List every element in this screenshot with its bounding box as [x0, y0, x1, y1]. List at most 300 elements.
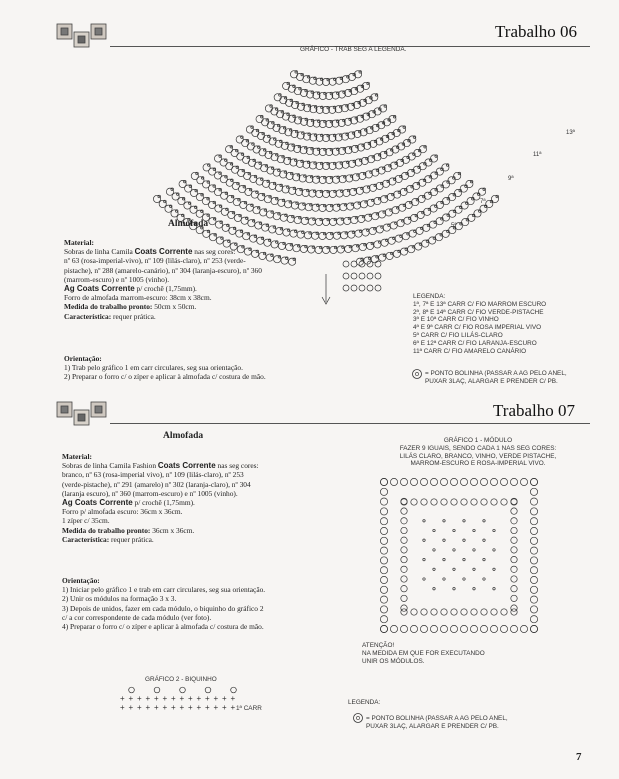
bobble-ring	[306, 176, 313, 183]
bobble-ring	[342, 161, 349, 168]
square-module-chart	[378, 476, 546, 638]
bobble-ring	[360, 201, 367, 208]
bobble-ring	[271, 108, 278, 115]
dot-ring	[423, 558, 425, 560]
border-ring	[380, 576, 387, 583]
single-crochet-mark: +	[230, 694, 236, 703]
bobble-ring	[203, 164, 210, 171]
bobble-ring	[390, 222, 397, 229]
legend-line-06-1: 2ª, 8ª E 14ª CARR C/ FIO VERDE-PISTACHE	[413, 308, 544, 316]
bobble-ring	[171, 210, 178, 217]
bobble-ring	[153, 195, 160, 202]
bobble-ring	[312, 176, 319, 183]
bobble-ring	[264, 196, 271, 203]
border-ring	[450, 625, 457, 632]
single-crochet-mark: +	[137, 694, 142, 703]
bobble-ring	[388, 237, 395, 244]
border-ring	[530, 508, 537, 515]
bobble-ring	[358, 215, 365, 222]
bobble-ring	[159, 200, 166, 207]
bobble-ring	[423, 224, 430, 231]
bobble-ring	[298, 203, 305, 210]
bobble-ring	[342, 76, 349, 83]
material-line-07-0: Sobras de linha Camila Fashion Coats Corrente nas seg cores:	[62, 461, 259, 471]
bobble-ring	[296, 160, 303, 167]
bobble-ring	[362, 229, 369, 236]
single-crochet-mark: +	[128, 694, 134, 703]
inner-ring	[441, 499, 447, 505]
single-crochet-mark: +	[120, 694, 125, 703]
bobble-ring	[336, 77, 343, 84]
bobble-ring	[422, 240, 429, 247]
border-ring	[380, 567, 387, 574]
inner-ring	[511, 547, 517, 553]
inner-ring	[511, 499, 517, 505]
inner-ring	[401, 518, 407, 524]
border-ring	[380, 508, 387, 515]
dot-ring	[463, 520, 465, 522]
single-crochet-mark: +	[213, 694, 219, 703]
bobble-ring	[226, 146, 233, 153]
tiles-logo-06	[55, 22, 111, 61]
border-ring	[380, 616, 387, 623]
bobble-ring	[269, 226, 276, 233]
bobble-ring	[282, 186, 289, 193]
dot-ring	[493, 568, 495, 570]
inner-ring	[441, 609, 447, 615]
attention-note	[362, 642, 485, 665]
border-ring	[440, 478, 447, 485]
single-crochet-mark: +	[230, 703, 236, 712]
dot-ring	[473, 549, 475, 551]
bobble-ring	[337, 218, 344, 225]
bobble-ring	[351, 145, 358, 152]
legend-line-06-0: 1ª, 7ª E 13ª CARR C/ FIO MARROM ESCURO	[413, 300, 547, 308]
material-line-06-1: nº 63 (rosa-imperial-vivo), nº 109 (lilás-claro), nº 253 (verde-	[64, 256, 246, 266]
material-block-07	[62, 452, 362, 544]
bobble-ring	[234, 214, 241, 221]
bobble-ring	[401, 248, 408, 255]
dot-ring	[433, 568, 435, 570]
inner-ring	[451, 499, 457, 505]
bobble-ring	[262, 119, 269, 126]
bobble-ring	[299, 175, 306, 182]
inner-ring	[511, 498, 517, 504]
border-ring	[530, 586, 537, 593]
legend-symbol-06-0: = PONTO BOLINHA (PASSAR A AG PELO ANEL,	[425, 370, 567, 377]
bobble-ring	[355, 230, 362, 237]
bobble-ring	[350, 188, 357, 195]
bobble-ring	[267, 122, 274, 129]
bobble-ring	[276, 228, 283, 235]
bobble-ring	[352, 174, 359, 181]
bobble-ring	[228, 211, 235, 218]
chart1-line-2: LILÁS CLARO, BRANCO, VINHO, VERDE PISTACHE,	[399, 452, 557, 460]
hook-line-06: Ag Coats Corrente p/ crochê (1,75mm).	[64, 284, 197, 294]
bobble-ring	[369, 228, 376, 235]
bobble-ring	[417, 211, 424, 218]
bobble-ring	[262, 224, 269, 231]
row-label-11: 11ª	[533, 152, 542, 158]
picot-edging-chart	[115, 684, 255, 716]
border-ring	[530, 557, 537, 564]
border-ring	[460, 478, 467, 485]
bobble-ring	[303, 161, 310, 168]
bobble-ring	[329, 78, 336, 85]
border-ring	[420, 478, 427, 485]
picot-ring	[129, 687, 135, 693]
inner-ring	[501, 609, 507, 615]
chart2-row-label: 1ª CARR	[236, 705, 262, 712]
border-ring	[470, 478, 477, 485]
single-crochet-mark: +	[154, 703, 159, 712]
page-number: 7	[576, 751, 582, 763]
bobble-ring	[405, 201, 412, 208]
orientation-line-07-1: 2) Unir os módulos na formação 3 x 3.	[62, 594, 177, 604]
bobble-ring	[435, 234, 442, 241]
inner-ring	[401, 498, 407, 504]
inner-ring	[481, 609, 487, 615]
single-crochet-mark: +	[196, 694, 202, 703]
inner-ring	[431, 609, 437, 615]
bobble-ring	[294, 217, 301, 224]
bobble-ring	[190, 206, 197, 213]
dot-ring	[473, 568, 475, 570]
attention-title: ATENÇÃO!	[362, 642, 395, 649]
bobble-ring	[346, 175, 353, 182]
single-crochet-mark: +	[222, 694, 227, 703]
inner-ring	[511, 508, 517, 514]
bobble-ring	[392, 207, 399, 214]
inner-ring	[511, 537, 517, 543]
legend-symbol-07	[366, 715, 508, 731]
bobble-ring	[293, 174, 300, 181]
bobble-ring	[394, 191, 401, 198]
bobble-ring	[402, 233, 409, 240]
bobble-ring	[429, 237, 436, 244]
bobble-ring	[286, 172, 293, 179]
material-label-06: Material:	[64, 238, 94, 247]
legend-symbol-07-1: PUXAR 3LAÇ, ALARGAR E PRENDER C/ PB.	[366, 722, 499, 730]
inner-ring	[401, 605, 407, 611]
border-ring	[380, 586, 387, 593]
material-block-06	[64, 238, 364, 321]
bobble-ring	[351, 217, 358, 224]
picot-ring	[205, 687, 211, 693]
inner-ring	[511, 556, 517, 562]
bobble-ring	[356, 187, 363, 194]
bobble-ring	[340, 204, 347, 211]
material-line-06-3: (marrom-escuro) e nº 1005 (vinho).	[64, 274, 170, 284]
border-ring	[500, 625, 507, 632]
bobble-ring	[236, 230, 243, 237]
stem-ring	[375, 285, 381, 291]
bobble-ring	[295, 188, 302, 195]
bobble-ring	[378, 211, 385, 218]
bobble-ring	[381, 239, 388, 246]
inner-ring	[401, 499, 407, 505]
section-heading-06: Trabalho 06	[495, 22, 578, 41]
dot-ring	[453, 549, 455, 551]
bobble-ring	[416, 227, 423, 234]
bobble-stitch-symbol-06	[409, 368, 425, 380]
bobble-ring	[329, 162, 336, 169]
single-crochet-mark: +	[120, 703, 125, 712]
single-crochet-mark: +	[222, 703, 227, 712]
bobble-ring	[359, 172, 366, 179]
bobble-ring	[322, 218, 329, 225]
chart1-line-1: FAZER 9 IGUAIS, SENDO CADA 1 NAS SEG CORES:	[399, 444, 557, 452]
bobble-ring	[260, 209, 267, 216]
dot-ring	[443, 539, 445, 541]
orientation-label-06: Orientação:	[64, 354, 102, 363]
stem-ring	[375, 261, 381, 267]
orientation-line-07-2: 3) Depois de unidos, fazer em cada módulo, o biquinho do gráfico 2	[62, 603, 264, 613]
border-ring	[530, 547, 537, 554]
single-crochet-mark: +	[179, 694, 185, 703]
bobble-ring	[376, 182, 383, 189]
border-ring	[380, 596, 387, 603]
border-ring	[530, 567, 537, 574]
project-name-07: Almofada	[163, 431, 204, 441]
bobble-ring	[309, 190, 316, 197]
border-ring	[380, 478, 387, 485]
bobble-ring	[409, 230, 416, 237]
bobble-ring	[376, 226, 383, 233]
orientation-line-07-3: c/ a cor correspondente de cada módulo (ver foto).	[62, 612, 212, 622]
bobble-ring	[305, 204, 312, 211]
material-line-06-2: pistache), nº 288 (amarelo-canário), nº 304 (laranja-escuro), nº 360	[64, 265, 262, 275]
bobble-ring	[365, 171, 372, 178]
row-label-9: 9ª	[508, 176, 514, 182]
bobble-ring	[385, 209, 392, 216]
bobble-ring	[252, 129, 259, 136]
legend-symbol-07-0: = PONTO BOLINHA (PASSAR A AG PELO ANEL,	[366, 715, 508, 722]
bobble-ring	[273, 213, 280, 220]
inner-ring	[451, 609, 457, 615]
bobble-ring	[246, 204, 253, 211]
attention-line-1: NA MEDIDA EM QUE FOR EXECUTANDO	[362, 649, 485, 657]
legend-title-07: LEGENDA:	[348, 699, 381, 706]
bobble-ring	[322, 78, 329, 85]
border-ring	[420, 625, 427, 632]
single-crochet-mark: +	[205, 703, 210, 712]
inner-ring	[461, 499, 467, 505]
single-crochet-mark: +	[162, 703, 168, 712]
inner-ring	[511, 566, 517, 572]
single-crochet-mark: +	[162, 694, 168, 703]
border-ring	[530, 616, 537, 623]
bobble-ring	[240, 201, 247, 208]
bobble-ring	[319, 204, 326, 211]
border-ring	[500, 478, 507, 485]
finished-line-06: Medida do trabalho pronto: 50cm x 50cm.	[64, 302, 197, 312]
bobble-ring	[312, 204, 319, 211]
orientation-label-07: Orientação:	[62, 576, 100, 585]
border-ring	[530, 498, 537, 505]
feature-line-07: Característica: requer prática.	[62, 534, 154, 544]
material-label-07: Material:	[62, 452, 92, 461]
orientation-line-06-1: 2) Preparar o forro c/ o zíper e aplicar à almofada c/ costura de mão.	[64, 372, 266, 382]
bobble-ring	[343, 189, 350, 196]
bobble-ring	[209, 218, 216, 225]
dot-ring	[443, 520, 445, 522]
material-line-07-1: branco, nº 63 (rosa-imperial vivo), nº 109 (lilás-claro), nº 253	[62, 470, 244, 480]
chart-title-06: GRÁFICO - TRAB SEG A LEGENDA.	[300, 46, 407, 53]
hook-line-07: Ag Coats Corrente p/ crochê (1,75mm).	[62, 498, 195, 508]
legend-06	[413, 293, 613, 355]
bobble-ring	[415, 243, 422, 250]
bobble-ring	[374, 198, 381, 205]
bobble-ring	[242, 140, 249, 147]
single-crochet-mark: +	[188, 694, 193, 703]
border-ring	[470, 625, 477, 632]
dot-ring	[483, 578, 485, 580]
bobble-ring	[332, 176, 339, 183]
dot-ring	[453, 568, 455, 570]
bobble-ring	[412, 199, 419, 206]
inner-ring	[411, 499, 417, 505]
bobble-ring	[288, 85, 295, 92]
bobble-ring	[179, 180, 186, 187]
inner-ring	[461, 609, 467, 615]
orientation-line-07-4: 4) Preparar o forro c/ o zíper e aplicar à almofada c/ costura de mão.	[62, 622, 264, 632]
border-ring	[510, 478, 517, 485]
legend-title-06: LEGENDA:	[413, 293, 446, 300]
single-crochet-mark: +	[179, 703, 185, 712]
inner-ring	[401, 566, 407, 572]
border-ring	[380, 547, 387, 554]
inner-ring	[401, 576, 407, 582]
bobble-ring	[429, 221, 436, 228]
single-crochet-mark: +	[145, 694, 151, 703]
bobble-ring	[339, 176, 346, 183]
bobble-ring	[442, 214, 449, 221]
border-ring	[380, 527, 387, 534]
border-ring	[390, 478, 397, 485]
bobble-ring	[315, 218, 322, 225]
border-ring	[490, 478, 497, 485]
border-ring	[400, 625, 407, 632]
bobble-ring	[411, 214, 418, 221]
inner-ring	[511, 586, 517, 592]
bobble-ring	[408, 246, 415, 253]
bobble-ring	[271, 198, 278, 205]
bobble-ring	[283, 82, 290, 89]
inner-ring	[511, 576, 517, 582]
bobble-ring	[236, 136, 243, 143]
bobble-ring	[395, 235, 402, 242]
bobble-ring	[383, 224, 390, 231]
dot-ring	[423, 578, 425, 580]
border-ring	[380, 488, 387, 495]
dot-ring	[483, 558, 485, 560]
picot-ring	[154, 687, 160, 693]
bobble-ring	[266, 211, 273, 218]
bobble-ring	[258, 193, 265, 200]
lining-line-07: Forro p/ almofada escuro: 36cm x 36cm.	[62, 507, 183, 517]
bobble-ring	[354, 202, 361, 209]
bobble-ring	[203, 230, 210, 237]
inner-ring	[401, 527, 407, 533]
section-heading-07: Trabalho 07	[493, 401, 576, 420]
legend-line-06-2: 3ª E 10ª CARR C/ FIO VINHO	[413, 316, 499, 324]
inner-ring	[511, 527, 517, 533]
bobble-ring	[257, 132, 264, 139]
inner-ring	[401, 595, 407, 601]
bobble-ring	[280, 214, 287, 221]
bobble-ring	[367, 199, 374, 206]
bobble-ring	[280, 171, 287, 178]
inner-ring	[471, 499, 477, 505]
single-crochet-mark: +	[188, 703, 193, 712]
border-ring	[380, 498, 387, 505]
border-ring	[520, 478, 527, 485]
bobble-ring	[290, 230, 297, 237]
bobble-ring	[229, 227, 236, 234]
legend-symbol-06-1: PUXAR 3LAÇ, ALARGAR E PRENDER C/ PB.	[425, 377, 558, 385]
bobble-ring	[372, 169, 379, 176]
single-crochet-mark: +	[154, 694, 159, 703]
inner-ring	[401, 508, 407, 514]
border-ring	[530, 518, 537, 525]
bobble-ring	[263, 135, 270, 142]
single-crochet-mark: +	[171, 694, 176, 703]
dot-ring	[463, 539, 465, 541]
legend-line-06-5: 6ª E 12ª CARR C/ FIO LARANJA-ESCURO	[413, 339, 537, 347]
lining-line-06: Forro de almofada marrom-escuro: 38cm x 38cm.	[64, 293, 212, 303]
bobble-ring	[215, 221, 222, 228]
legend-symbol-06	[425, 370, 567, 386]
dot-ring	[453, 588, 455, 590]
dot-ring	[433, 549, 435, 551]
bobble-ring	[309, 162, 316, 169]
border-ring	[520, 625, 527, 632]
bobble-ring	[449, 210, 456, 217]
bobble-ring	[265, 105, 272, 112]
orientation-block-06	[64, 354, 384, 382]
bobble-ring	[290, 71, 297, 78]
bobble-ring	[246, 126, 253, 133]
heading-rule-07	[110, 423, 590, 424]
inner-ring	[511, 595, 517, 601]
single-crochet-mark: +	[196, 703, 202, 712]
project-name-06: Almofada	[168, 219, 209, 229]
chart1-caption	[368, 437, 588, 468]
bobble-ring	[256, 116, 263, 123]
bobble-ring	[274, 94, 281, 101]
bobble-ring	[248, 220, 255, 227]
bobble-ring	[275, 184, 282, 191]
inner-ring	[401, 537, 407, 543]
bobble-ring	[222, 224, 229, 231]
dot-ring	[463, 578, 465, 580]
single-crochet-mark: +	[145, 703, 151, 712]
bobble-ring	[165, 205, 172, 212]
dot-ring	[453, 529, 455, 531]
dot-ring	[493, 549, 495, 551]
bobble-ring	[326, 176, 333, 183]
bobble-ring	[397, 220, 404, 227]
border-ring	[530, 606, 537, 613]
border-ring	[440, 625, 447, 632]
bobble-stitch-symbol-07	[350, 712, 366, 724]
border-ring	[530, 625, 537, 632]
border-ring	[380, 537, 387, 544]
bobble-ring	[329, 190, 336, 197]
bobble-ring	[336, 162, 343, 169]
bobble-ring	[330, 218, 337, 225]
